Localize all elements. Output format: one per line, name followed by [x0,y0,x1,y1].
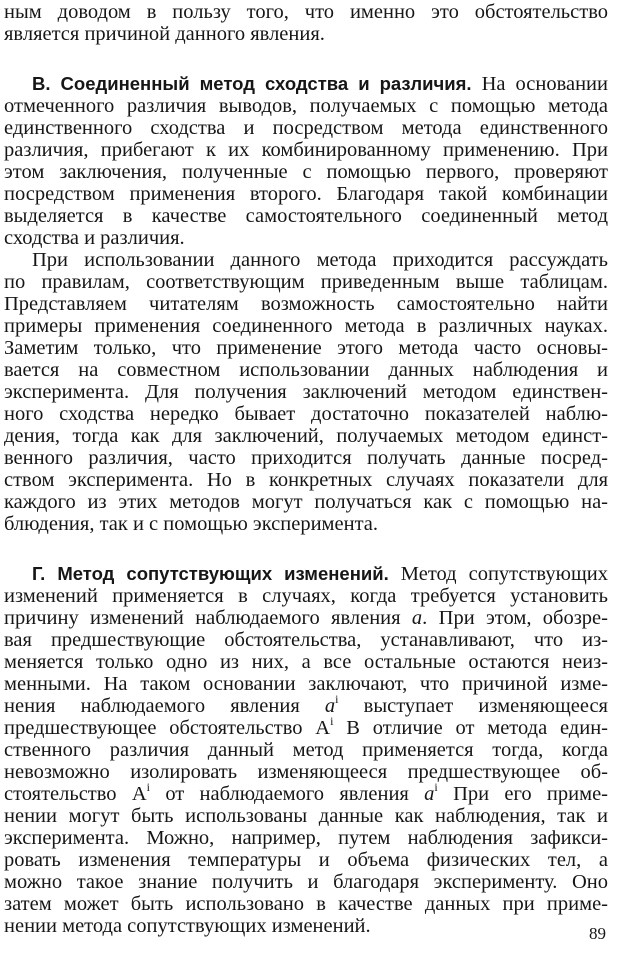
math-variable: A [315,717,331,739]
text-line [4,714,609,739]
text-line: затем может быть использовано в качестве данных при приме- [4,893,608,915]
text-span: нения наблюдаемого явления [4,695,300,717]
text-line: Представляем читателям возможность самостоятельно найти [4,293,608,315]
text-line: При использовании данного метода приходится рассуждать [32,249,608,271]
text-line: выделяется в качестве самостоятельного соединенный метод [4,205,608,227]
text-line [4,692,608,717]
text-span: от наблюдаемого явления [165,783,409,805]
text-span: Метод сопутствующих [400,563,608,585]
text-line: ством эксперимента. Но в конкретных случаях показатели для [4,469,608,491]
section-g-first-line [32,563,608,585]
text-line: ного сходства нередко бывает достаточно показателей наблю- [4,403,608,425]
text-span: При его приме- [453,783,609,805]
text-span: В отличие от метода един- [346,717,609,739]
text-line: менными. На таком основании заключают, что причиной изме- [4,673,608,695]
text-line: ственного различия данный метод применяется тогда, когда [4,739,608,761]
superscript: i [330,714,334,728]
text-line: нении могут быть использованы данные как наблюдения, так и [4,805,608,827]
text-span: предшествующее обстоятельство [4,717,303,739]
text-line: ровать изменения температуры и объема физических тел, а [4,849,608,871]
text-line: единственного сходства и посредством метода единственного [4,117,608,139]
text-line: дения, тогда как для заключений, получаемых методом единст- [4,425,608,447]
text-line: меняется только одно из них, а все остальные остаются неиз- [4,651,608,673]
text-line: отмеченного различия выводов, получаемых с помощью метода [4,95,608,117]
text-span: стоятельство [4,783,117,805]
section-g-heading: Г. Метод сопутствующих изменений. [32,563,389,584]
section-b-heading: В. Соединенный метод сходства и различия. [32,73,472,94]
text-span: . При этом, обозре- [422,607,608,629]
math-variable: A [131,783,147,805]
text-span: выступает изменяющееся [363,695,608,717]
text-line: изменений применяется в случаях, когда требуется установить [4,585,608,607]
text-line: Заметим только, что применение этого метода часто основы- [4,337,608,359]
superscript: i [434,780,438,794]
text-line: можно такое знание получить и благодаря эксперименту. Оно [4,871,608,893]
text-line: вая предшествующие обстоятельства, устанавливают, что из- [4,629,608,651]
superscript: i [335,692,339,706]
section-b-first-line [32,73,608,95]
text-line: вается на совместном использовании данных наблюдения и [4,359,608,381]
text-line: по правилам, соответствующим приведенным выше таблицам. [4,271,608,293]
text-line: различия, прибегают к их комбинированному применению. При [4,139,608,161]
math-variable: a [411,607,423,629]
text-line [4,607,608,629]
text-span: На основании [481,73,608,95]
text-line: этом заключения, полученные с помощью первого, проверяют [4,161,608,183]
text-line [4,780,609,805]
superscript: i [146,780,151,794]
text-line: невозможно изолировать изменяющееся предшествующее об- [4,761,608,783]
text-line: эксперимента. Для получения заключений методом единствен- [4,381,608,403]
text-line: эксперимента. Можно, например, путем наблюдения зафикси- [4,827,608,849]
page-number: 89 [589,924,606,943]
text-line: является причиной данного явления. [4,23,325,45]
text-line: сходства и различия. [4,227,185,249]
text-span: причину изменений наблюдаемого явления [4,607,401,629]
text-line: венного различия, часто приходится получать данные посред- [4,447,608,469]
text-line: посредством применения второго. Благодаря такой комбинации [4,183,608,205]
math-variable: a [424,783,435,805]
text-line: ным доводом в пользу того, что именно это обстоятельство [4,1,608,23]
text-line: каждого из этих методов могут получаться как с помощью на- [4,491,608,513]
math-variable: a [324,695,336,717]
text-line: блюдения, так и с помощью эксперимента. [4,513,379,535]
text-line: нении метода сопутствующих изменений. [4,915,371,937]
text-line: примеры применения соединенного метода в различных науках. [4,315,608,337]
